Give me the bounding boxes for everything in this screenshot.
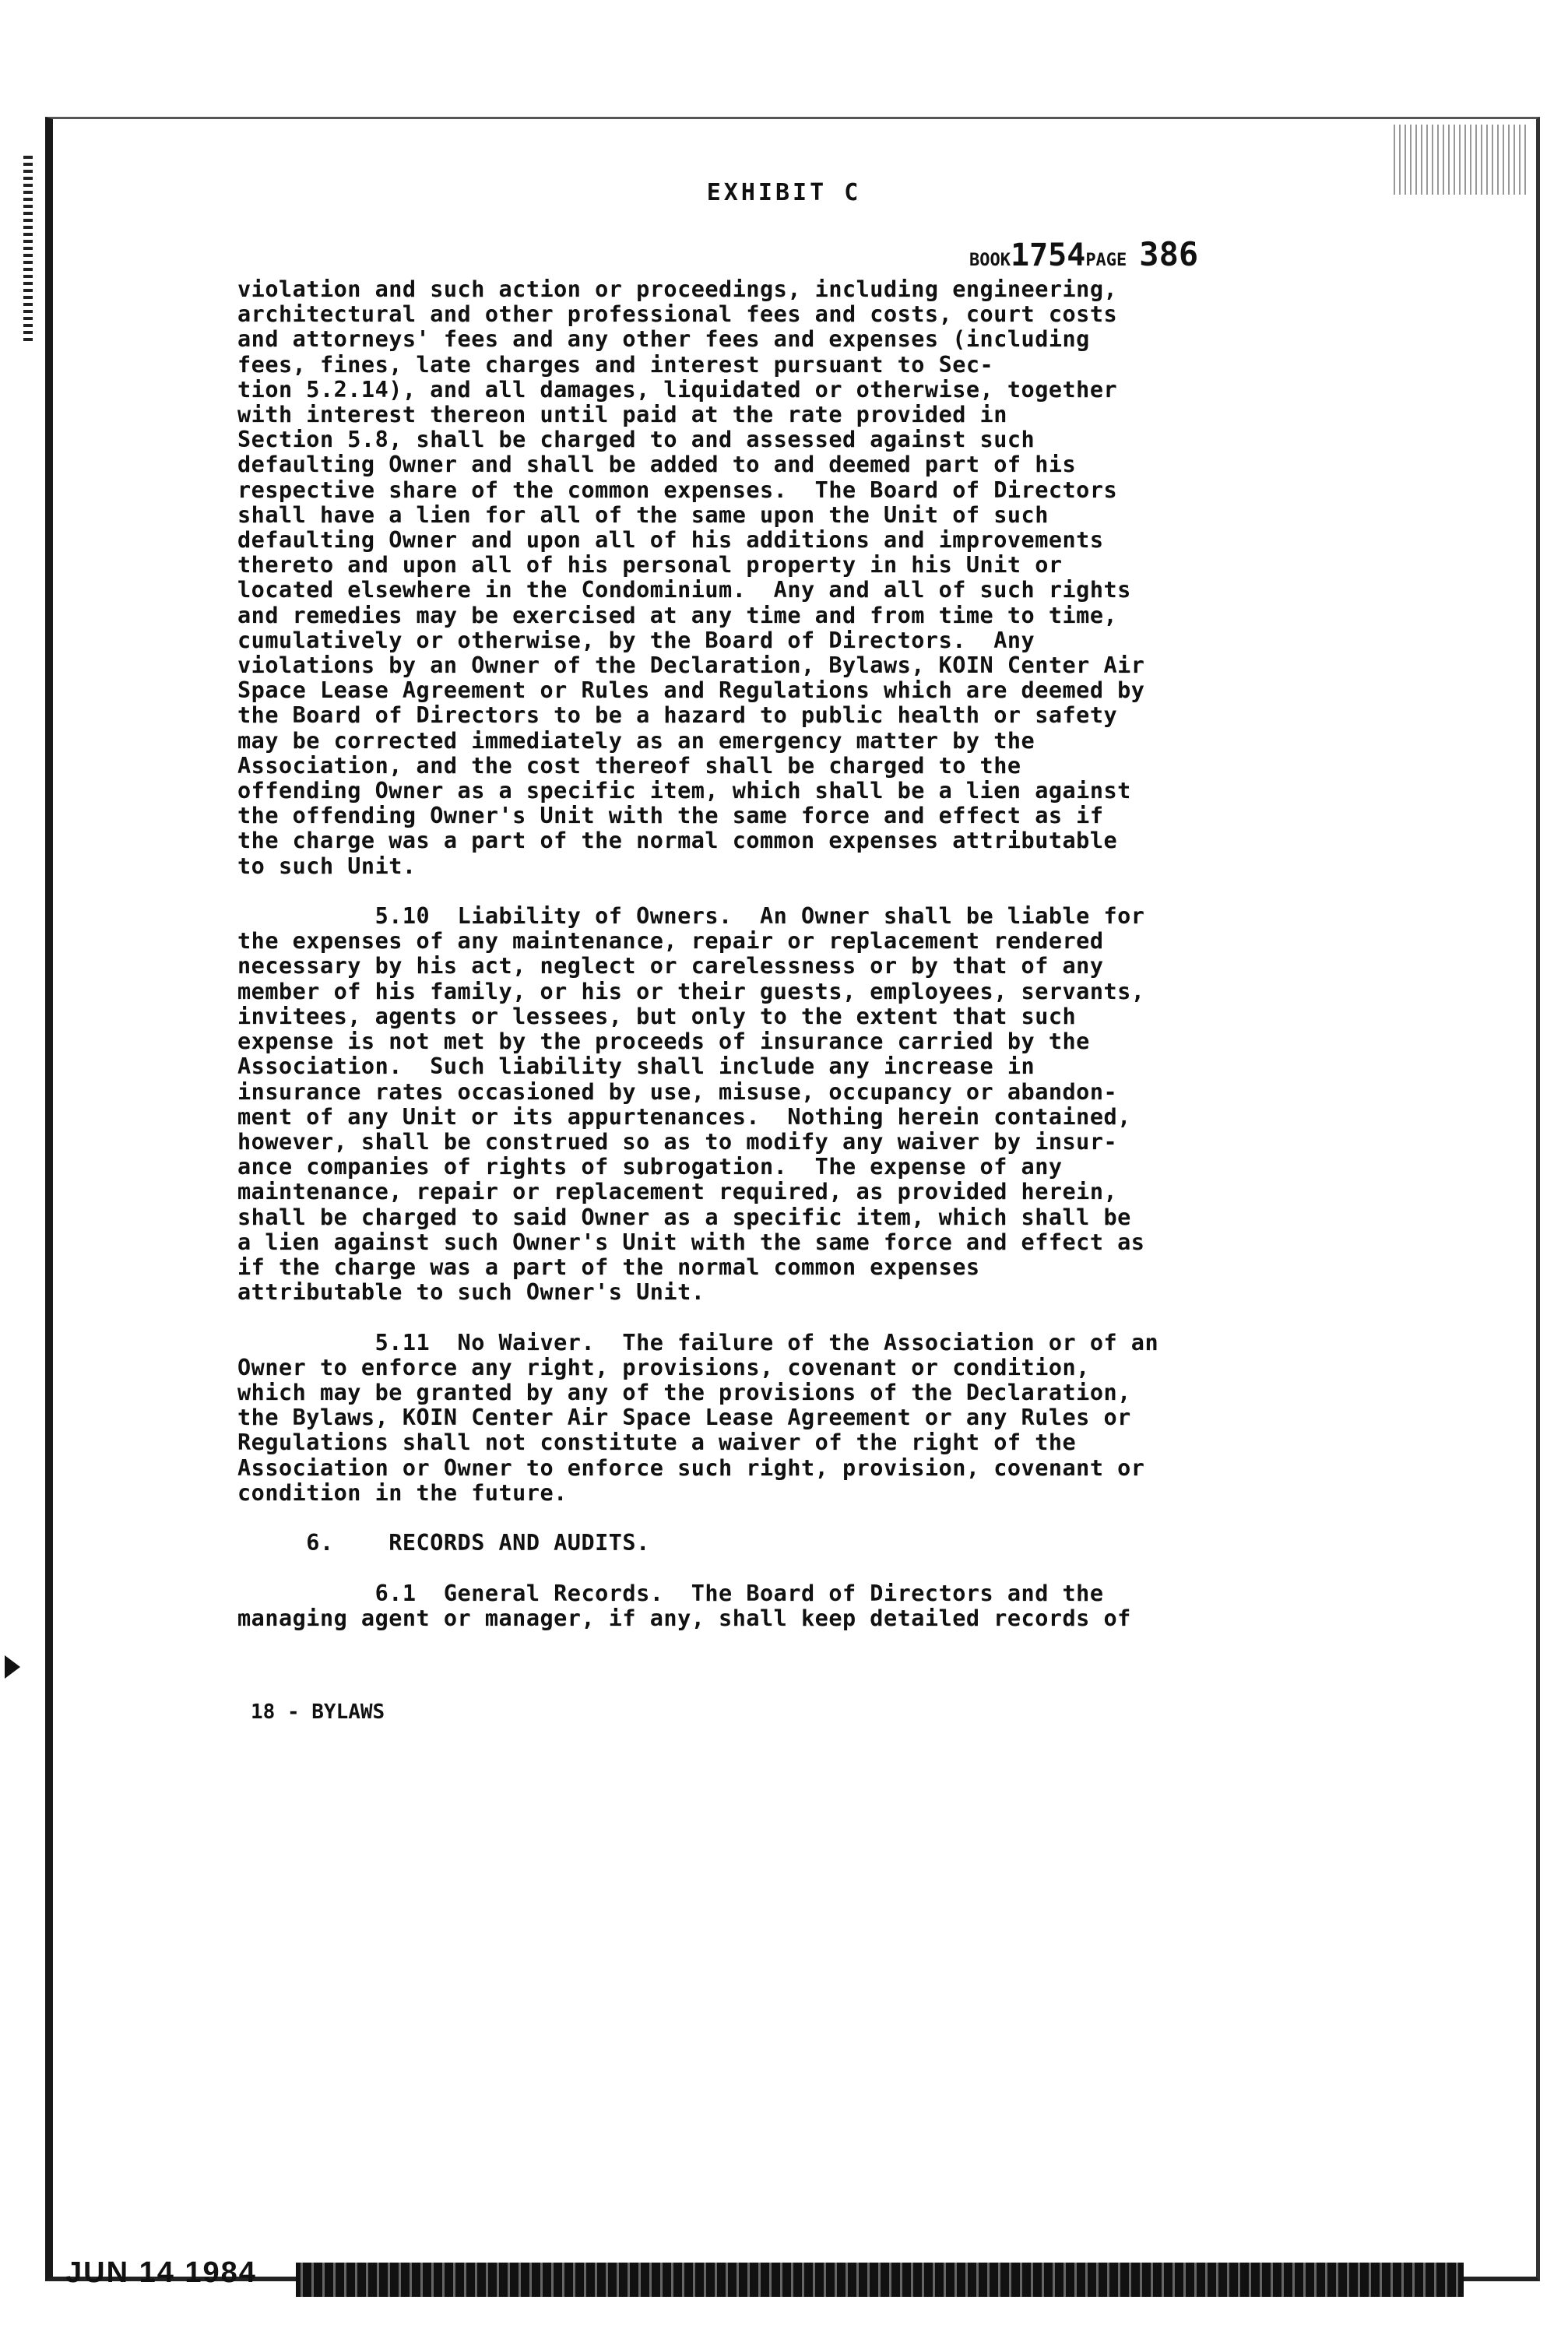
date-stamp: JUN 14 1984: [65, 2256, 257, 2289]
book-page-stamp: [969, 235, 1198, 273]
footer-label: 18 - BYLAWS: [251, 1700, 385, 1724]
book-label: BOOK: [969, 251, 1011, 270]
page-label: PAGE: [1085, 251, 1127, 270]
exhibit-title: EXHIBIT C: [706, 179, 862, 206]
scan-bottom-bar: [296, 2263, 1464, 2297]
document-body: violation and such action or proceedings, including engineering, architectural and other professional fees and costs, court costs and attorneys' fees and any other fees and expenses (including fees, fines, late charges and interest pursuant to Sec- tion 5.2.14), and all damages, liquidated or otherwise, together with interest thereon until paid at the rate provided in Section 5.8, shall be charged to and assessed against such defaulting Owner and shall be added to and deemed part of his respective share of the common expenses. The Board of Directors shall have a lien for all of the same upon the Unit of such defaulting Owner and upon all of his additions and improvements thereto and upon all of his personal property in his Unit or located elsewhere in the Condominium. Any and all of such rights and remedies may be exercised at any time and from time to time, cumulatively or otherwise, by the Board of Directors. Any violations by an Owner of the Declaration, Bylaws, KOIN Center Air Space Lease Agreement or Rules and Regulations which are deemed by the Board of Directors to be a hazard to public health or safety may be corrected immediately as an emergency matter by the Association, and the cost thereof shall be charged to the offending Owner as a specific item, which shall be a lien against the offending Owner's Unit with the same force and effect as if the charge was a part of the normal common expenses attributable to such Unit. 5.10 Liability of Owners. An Owner shall be liable for the expenses of any maintenance, repair or replacement rendered necessary by his act, neglect or carelessness or by that of any member of his family, or his or their guests, employees, servants, invitees, agents or lessees, but only to the extent that such expense is not met by the proceeds of insurance carried by the Association. Such liability shall include any increase in insurance rates occasioned by use, misuse, occupancy or abandon- ment of any Unit or its appurtenances. Nothing herein contained, however, shall be construed so as to modify any waiver by insur- ance companies of rights of subrogation. The expense of any maintenance, repair or replacement required, as provided herein, shall be charged to said Owner as a specific item, which shall be a lien against such Owner's Unit with the same force and effect as if the charge was a part of the normal common expenses attributable to such Owner's Unit. 5.11 No Waiver. The failure of the Association or of an Owner to enforce any right, provisions, covenant or condition, which may be granted by any of the provisions of the Declaration, the Bylaws, KOIN Center Air Space Lease Agreement or any Rules or Regulations shall not constitute a waiver of the right of the Association or Owner to enforce such right, provision, covenant or condition in the future. 6. RECORDS AND AUDITS. 6.1 General Records. The Board of Directors and the managing agent or manager, if any, shall keep detailed records of: [237, 276, 1159, 1631]
edge-marker: [5, 1655, 20, 1679]
book-number: 1754: [1010, 237, 1086, 273]
page-number: 386: [1139, 235, 1199, 273]
